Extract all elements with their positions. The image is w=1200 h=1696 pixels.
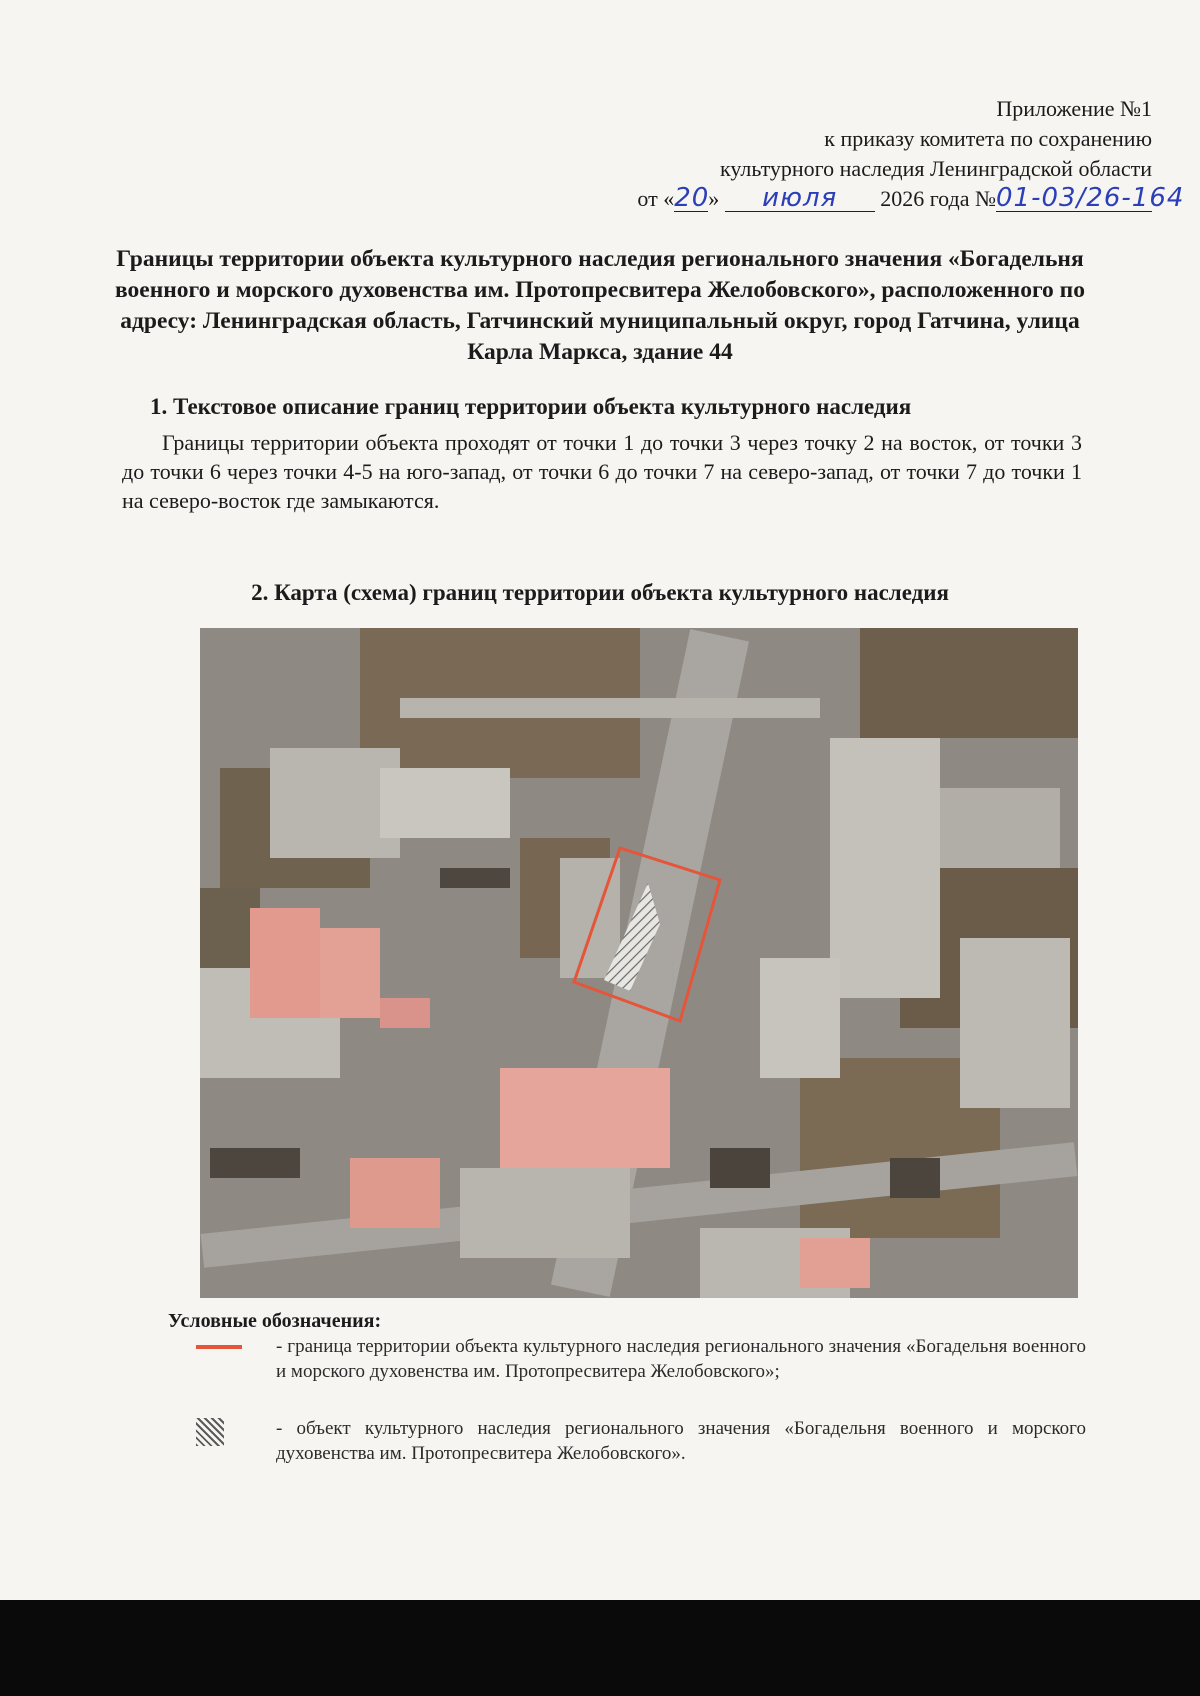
appendix-date-line bbox=[532, 183, 1185, 214]
date-day: 20 bbox=[674, 183, 710, 213]
appendix-line-3: культурного наследия Ленинградской области bbox=[720, 156, 1152, 181]
aerial-photo bbox=[200, 628, 1078, 1298]
section-2-heading: 2. Карта (схема) границ территории объекта культурного наследия bbox=[251, 580, 949, 605]
scan-bottom-border bbox=[0, 1600, 1200, 1696]
appendix-line-2: к приказу комитета по сохранению bbox=[824, 126, 1152, 151]
date-mid: » bbox=[708, 186, 720, 211]
boundary-legend-swatch bbox=[196, 1345, 242, 1349]
date-year: 2026 года № bbox=[880, 186, 996, 211]
section-1-text: Границы территории объекта проходят от точки 1 до точки 3 через точку 2 на восток, от точки 3 до точки 6 через точки 4-5 на юго-запад, от точки 6 до точки 7 на северо-запад, от точки 7 до точки 1 на северо-восток где замыкаются. bbox=[122, 430, 1082, 513]
legend-title: Условные обозначения: bbox=[168, 1310, 382, 1332]
section-1-heading: 1. Текстовое описание границ территории объекта культурного наследия bbox=[150, 394, 912, 419]
date-month: июля bbox=[725, 185, 875, 212]
document-title: Границы территории объекта культурного наследия регионального значения «Богадельня военного и морского духовенства им. Протопресвитера Желобовского», расположенного по адресу: Ленинградская область, Гатчинский муниципальный округ, город Гатчина, улица Карла Маркса, здание 44 bbox=[115, 246, 1085, 365]
hatch-legend-swatch bbox=[196, 1418, 224, 1446]
legend-object-text: - объект культурного наследия регионального значения «Богадельня военного и морского духовенства им. Протопресвитера Желобовского». bbox=[276, 1418, 1086, 1464]
date-prefix: от « bbox=[637, 186, 675, 211]
boundary-map bbox=[200, 628, 1078, 1298]
appendix-line-1: Приложение №1 bbox=[996, 96, 1152, 121]
order-number: 01-03/26-164 bbox=[996, 183, 1185, 213]
appendix-header bbox=[532, 94, 1185, 214]
legend-boundary-text: - граница территории объекта культурного наследия регионального значения «Богадельня военного и морского духовенства им. Протопресвитера Желобовского»; bbox=[276, 1336, 1086, 1382]
